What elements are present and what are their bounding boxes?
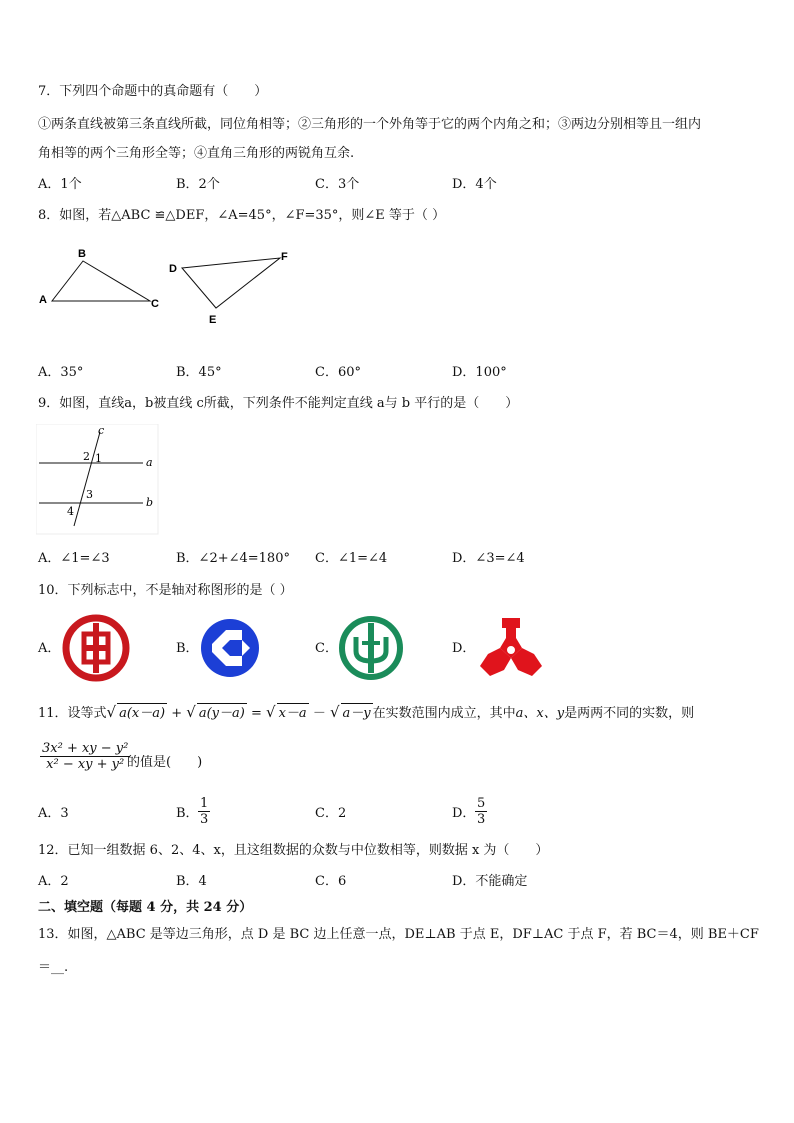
q11-eq: = [250,706,262,721]
q8-option-a: A．35° [38,365,84,380]
q12-option-b: B．4 [176,874,207,889]
label-a: a [146,456,153,469]
q9-option-d: D．∠3=∠4 [452,551,525,566]
label-f: F [281,251,288,263]
q7-option-c: C．3个 [315,177,360,192]
q12-option-c: C．6 [315,874,347,889]
q7-statement-line1: ①两条直线被第三条直线所截，同位角相等；②三角形的一个外角等于它的两个内角之和；③两边分别相等且一组内 [38,117,702,132]
q11-stem-line [38,702,694,724]
label-b: B [78,248,86,260]
label-c: C [151,298,159,310]
q11-frac-suffix: 的值是( ) [127,755,203,770]
abc-stem-icon [368,623,374,673]
q7-statement-line2: 角相等的两个三角形全等；④直角三角形的两锐角互余. [38,146,355,161]
sqrt-icon: √ [266,703,276,721]
q8-option-b: B．45° [176,365,222,380]
q9-parallel-lines-figure [36,424,160,536]
icbc-crossbar-icon [84,645,108,651]
q10-option-c-letter: C． [315,641,338,656]
q11-frac-numerator: 3x² + xy − y² [42,741,129,756]
sqrt-icon: √ [106,703,117,721]
q12-stem: 12．已知一组数据 6、2、4、x，且这组数据的众数与中位数相等，则数据 x 为（ ） [38,843,549,858]
q10-stem: 10．下列标志中，不是轴对称图形的是（ ） [38,583,293,598]
q11-option-c: C．2 [315,806,347,821]
label-e: E [209,314,217,326]
label-angle-3: 3 [86,488,93,501]
q11-frac-denominator: x² − xy + y² [46,757,125,772]
q11-option-d-den: 3 [477,812,486,827]
q9-option-a: A．∠1=∠3 [38,551,110,566]
abc-bar-icon [362,641,380,645]
q8-triangles-figure [34,244,294,330]
q11-plus: + [171,706,183,721]
q11-option-d-num: 5 [477,796,486,811]
q11-minus: － [312,706,326,721]
label-angle-1: 1 [95,452,102,465]
figure-frame [36,424,158,534]
label-b: b [146,496,154,509]
bocom-hole-icon [507,646,515,654]
label-c: c [98,424,105,437]
q10-logo-a-icbc [62,614,130,682]
q11-sqrt2: a(y－a) [197,703,247,724]
label-angle-2: 2 [83,450,90,463]
q7-option-a: A．1个 [38,177,82,192]
q11-prefix: 11．设等式 [38,706,107,721]
q10-logo-b-ccb [198,616,262,680]
q10-option-a-letter: A． [38,641,61,656]
q11-fraction [40,741,130,772]
label-a: A [39,294,47,306]
q12-option-d: D．不能确定 [452,874,528,889]
ccb-disc-icon [201,619,259,677]
label-angle-4: 4 [67,505,74,518]
q11-option-b-den: 3 [200,812,209,827]
q9-option-c: C．∠1=∠4 [315,551,388,566]
q13-line2: ＝__. [38,960,69,975]
q10-logo-c-abc [338,615,404,681]
q11-sqrt1: a(x－a) [117,703,167,724]
q11-option-b-letter: B． [176,806,199,821]
q11-sqrt3: x－a [277,703,309,724]
q11-option-b-num: 1 [200,796,209,811]
q12-option-a: A．2 [38,874,69,889]
section2-title: 二、填空题（每题 4 分，共 24 分） [38,900,253,915]
label-d: D [169,263,177,275]
q8-option-d: D．100° [452,365,507,380]
bocom-top-icon [502,618,520,638]
q11-option-d-fraction [475,796,487,827]
q11-option-d-letter: D． [452,806,476,821]
q11-option-b-fraction [198,796,210,827]
q10-option-b-letter: B． [176,641,199,656]
q7-option-d: D．4个 [452,177,497,192]
q10-logo-d-bocom [476,614,546,680]
sqrt-icon: √ [186,703,196,721]
q8-option-c: C．60° [315,365,361,380]
sqrt-icon: √ [329,703,340,721]
q11-option-a: A．3 [38,806,69,821]
q7-stem: 7．下列四个命题中的真命题有（ ） [38,84,268,99]
q11-suffix2: 是两两不同的实数，则 [564,706,695,721]
triangle-def [182,258,280,308]
q7-option-b: B．2个 [176,177,220,192]
q9-stem: 9．如图，直线a，b被直线 c所截，下列条件不能判定直线 a与 b 平行的是（ ） [38,396,519,411]
q13-line1: 13．如图，△ABC 是等边三角形，点 D 是 BC 边上任意一点，DE⊥AB 于点 E，DF⊥AC 于点 F，若 BC＝4，则 BE＋CF [38,927,759,942]
q11-suffix: 在实数范围内成立，其中 [372,706,516,721]
triangle-abc [52,261,150,301]
q11-sqrt4: a－y [341,703,373,724]
q10-option-d-letter: D． [452,641,476,656]
q8-stem: 8．如图，若△ABC ≌△DEF，∠A=45°，∠F=35°，则∠E 等于（ ） [38,208,446,223]
q11-vars: a、x、y [515,706,565,721]
q9-option-b: B．∠2+∠4=180° [176,551,290,566]
